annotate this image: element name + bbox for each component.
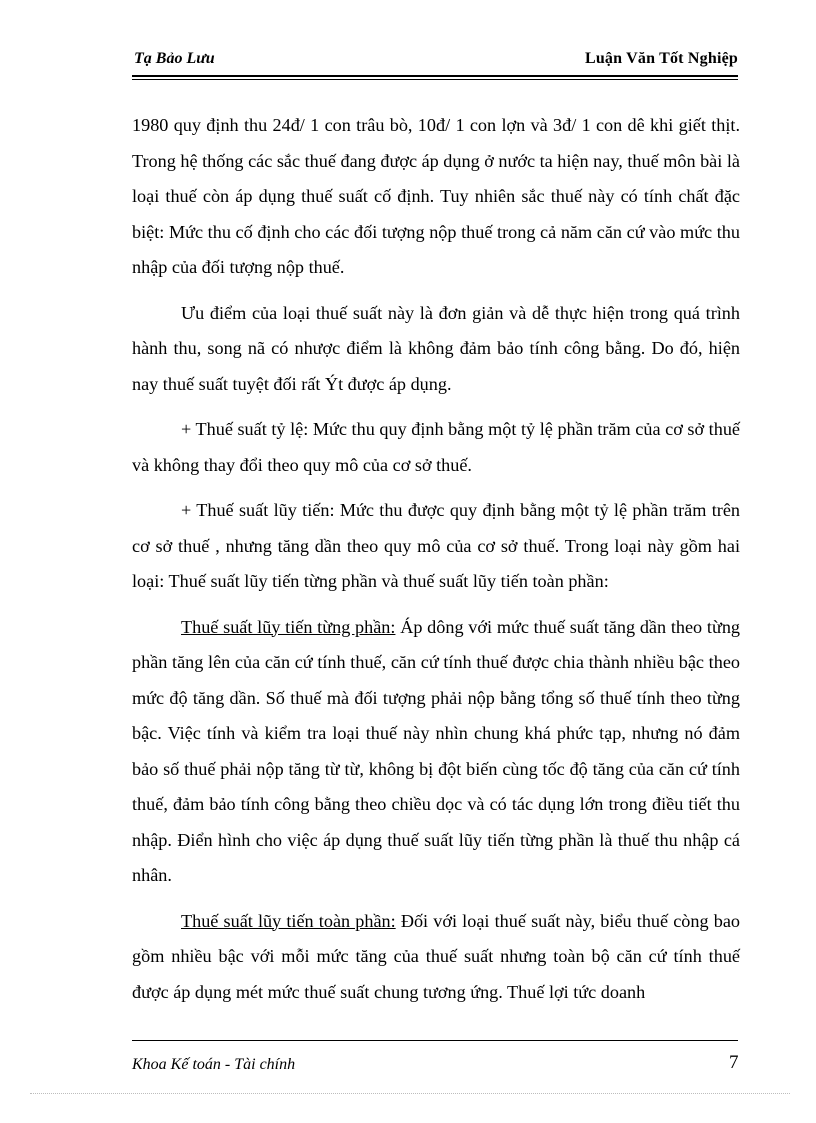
paragraph-6 [132, 904, 740, 1011]
paragraph-5-text: Áp dông với mức thuế suất tăng dần theo từng phần tăng lên của căn cứ tính thuế, căn cứ tính thuế được chia thành nhiều bậc theo mức độ tăng dần. Số thuế mà đối tượng phải nộp bằng tổng số thuế tính theo từng bậc. Việc tính và kiểm tra loại thuế này nhìn chung khá phức tạp, nhưng nó đảm bảo số thuế phải nộp tăng từ từ, không bị đột biến cùng tốc độ tăng của căn cứ tính thuế, đảm bảo tính công bằng theo chiều dọc và có tác dụng lớn trong điều tiết thu nhập. Điển hình cho việc áp dụng thuế suất lũy tiến từng phần là thuế thu nhập cá nhân. [132, 616, 741, 885]
paragraph-6-text: Đối với loại thuế suất này, biểu thuế còng bao gồm nhiều bậc với mỗi mức tăng của thuế suất nhưng toàn bộ căn cứ tính thuế được áp dụng mét mức thuế suất chung tương ứng. Thuế lợi tức doanh [132, 910, 740, 1002]
term-progressive-partial: Thuế suất lũy tiến từng phần: [181, 616, 396, 637]
header-rule-thick [132, 75, 738, 77]
page-header [132, 48, 738, 72]
footer-department: Khoa Kế toán - Tài chính [132, 1056, 296, 1073]
header-title: Luận Văn Tốt Nghiệp [584, 50, 738, 67]
header-author: Tạ Bảo Lưu [134, 50, 215, 67]
paragraph-1: 1980 quy định thu 24đ/ 1 con trâu bò, 10đ/ 1 con lợn và 3đ/ 1 con dê khi giết thịt. Trong hệ thống các sắc thuế đang được áp dụng ở nước ta hiện nay, thuế môn bài là loại thuế còn áp dụng thuế suất cố định. Tuy nhiên sắc thuế này có tính chất đặc biệt: Mức thu cố định cho các đối tượng nộp thuế trong cả năm căn cứ vào mức thu nhập của đối tượng nộp thuế. [132, 115, 740, 277]
footer-rule [132, 1040, 738, 1041]
paragraph-5 [132, 610, 740, 894]
term-progressive-total: Thuế suất lũy tiến toàn phần: [181, 910, 396, 931]
paragraph-4: + Thuế suất lũy tiến: Mức thu được quy định bằng một tỷ lệ phần trăm trên cơ sở thuế , nhưng tăng dần theo quy mô của cơ sở thuế. Trong loại này gồm hai loại: Thuế suất lũy tiến từng phần và thuế suất lũy tiến toàn phần: [132, 500, 740, 591]
page-number: 7 [729, 1052, 739, 1073]
page-bottom-dotted-line [30, 1093, 790, 1094]
paragraph-3: + Thuế suất tỷ lệ: Mức thu quy định bằng một tỷ lệ phần trăm của cơ sở thuế và không thay đổi theo quy mô của cơ sở thuế. [132, 419, 740, 475]
paragraph-2: Ưu điểm của loại thuế suất này là đơn giản và dễ thực hiện trong quá trình hành thu, song nã có nhược điểm là không đảm bảo tính công bằng. Do đó, hiện nay thuế suất tuyệt đối rất Ýt được áp dụng. [132, 302, 740, 394]
document-body [132, 108, 740, 1020]
header-rule-thin [132, 79, 738, 80]
